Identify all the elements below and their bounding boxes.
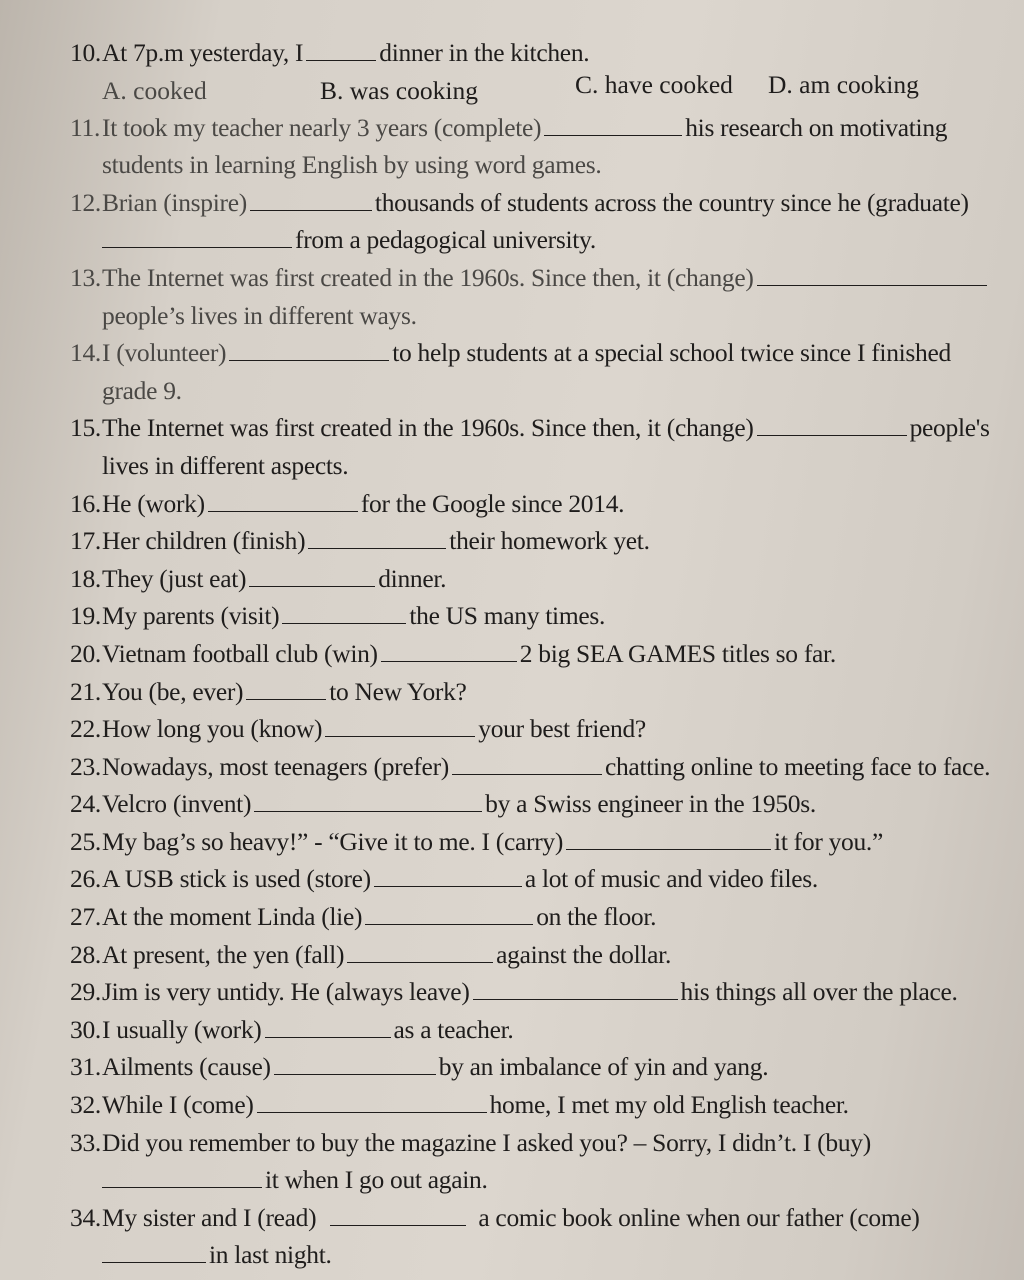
question-12-cont: from a pedagogical university. <box>70 221 950 259</box>
question-10-options <box>70 69 950 109</box>
answer-blank[interactable] <box>282 603 406 624</box>
answer-blank[interactable] <box>330 1205 466 1226</box>
question-29: 29.Jim is very untidy. He (always leave) his things all over the place. <box>70 977 958 1007</box>
question-24: 24.Velcro (invent) by a Swiss engineer in the 1950s. <box>70 789 816 819</box>
question-34-cont: in last night. <box>70 1236 950 1274</box>
answer-blank[interactable] <box>365 904 533 925</box>
question-13-cont: people’s lives in different ways. <box>102 300 417 330</box>
question-19: 19.My parents (visit) the US many times. <box>70 601 606 631</box>
question-30: 30.I usually (work) as a teacher. <box>70 1014 514 1044</box>
answer-blank[interactable] <box>274 1054 436 1075</box>
question-33-cont: it when I go out again. <box>70 1161 950 1199</box>
answer-blank[interactable] <box>102 1167 262 1188</box>
question-23: 23.Nowadays, most teenagers (prefer) chatting online to meeting face to face. <box>70 751 991 781</box>
answer-blank[interactable] <box>208 491 358 512</box>
answer-blank[interactable] <box>452 754 602 775</box>
answer-blank[interactable] <box>347 942 493 963</box>
question-16: 16.He (work) for the Google since 2014. <box>70 488 625 518</box>
question-33: 33.Did you remember to buy the magazine I asked you? – Sorry, I didn’t. I (buy) <box>70 1127 871 1157</box>
answer-blank[interactable] <box>265 1017 391 1038</box>
question-32: 32.While I (come) home, I met my old English teacher. <box>70 1090 849 1120</box>
question-11-cont: students in learning English by using word games. <box>102 150 602 180</box>
question-17: 17.Her children (finish) their homework yet. <box>70 526 650 556</box>
answer-blank[interactable] <box>306 40 376 61</box>
question-26: 26.A USB stick is used (store) a lot of music and video files. <box>70 864 818 894</box>
question-27: 27.At the moment Linda (lie) on the floor. <box>70 902 657 932</box>
answer-blank[interactable] <box>757 265 987 286</box>
question-14-cont: grade 9. <box>102 375 182 405</box>
answer-blank[interactable] <box>473 979 678 1000</box>
answer-blank[interactable] <box>246 679 326 700</box>
answer-blank[interactable] <box>249 566 375 587</box>
answer-blank[interactable] <box>374 866 522 887</box>
option-a[interactable]: A. cooked <box>102 75 207 105</box>
answer-blank[interactable] <box>257 1092 487 1113</box>
question-34: 34.My sister and I (read) a comic book online when our father (come) <box>70 1202 920 1232</box>
question-28: 28.At present, the yen (fall) against the dollar. <box>70 939 672 969</box>
exercise-list <box>70 34 991 1274</box>
answer-blank[interactable] <box>544 115 682 136</box>
answer-blank[interactable] <box>102 227 292 248</box>
answer-blank[interactable] <box>325 716 475 737</box>
answer-blank[interactable] <box>102 1242 206 1263</box>
question-18: 18.They (just eat) dinner. <box>70 563 447 593</box>
question-13: 13.The Internet was first created in the 1960s. Since then, it (change) <box>70 259 950 297</box>
question-21: 21.You (be, ever) to New York? <box>70 676 467 706</box>
answer-blank[interactable] <box>250 190 372 211</box>
question-20: 20.Vietnam football club (win) 2 big SEA GAMES titles so far. <box>70 638 836 668</box>
question-14: 14.I (volunteer) to help students at a special school twice since I finished <box>70 338 951 368</box>
option-d[interactable]: D. am cooking <box>768 69 919 99</box>
option-b[interactable]: B. was cooking <box>320 75 478 105</box>
question-15: 15.The Internet was first created in the 1960s. Since then, it (change) people's <box>70 413 990 443</box>
answer-blank[interactable] <box>566 829 771 850</box>
answer-blank[interactable] <box>308 528 446 549</box>
question-31: 31.Ailments (cause) by an imbalance of yin and yang. <box>70 1052 769 1082</box>
question-12: 12.Brian (inspire) thousands of students across the country since he (graduate) <box>70 187 969 217</box>
answer-blank[interactable] <box>757 415 907 436</box>
question-22: 22.How long you (know) your best friend? <box>70 714 646 744</box>
answer-blank[interactable] <box>381 641 517 662</box>
answer-blank[interactable] <box>254 791 482 812</box>
option-c[interactable]: C. have cooked <box>575 69 733 99</box>
question-11: 11.It took my teacher nearly 3 years (complete) his research on motivating <box>70 112 948 142</box>
answer-blank[interactable] <box>229 340 389 361</box>
question-25: 25.My bag’s so heavy!” - “Give it to me. I (carry) it for you.” <box>70 826 884 856</box>
question-10: 10.At 7p.m yesterday, I dinner in the kitchen. <box>70 38 590 67</box>
question-15-cont: lives in different aspects. <box>102 450 349 480</box>
